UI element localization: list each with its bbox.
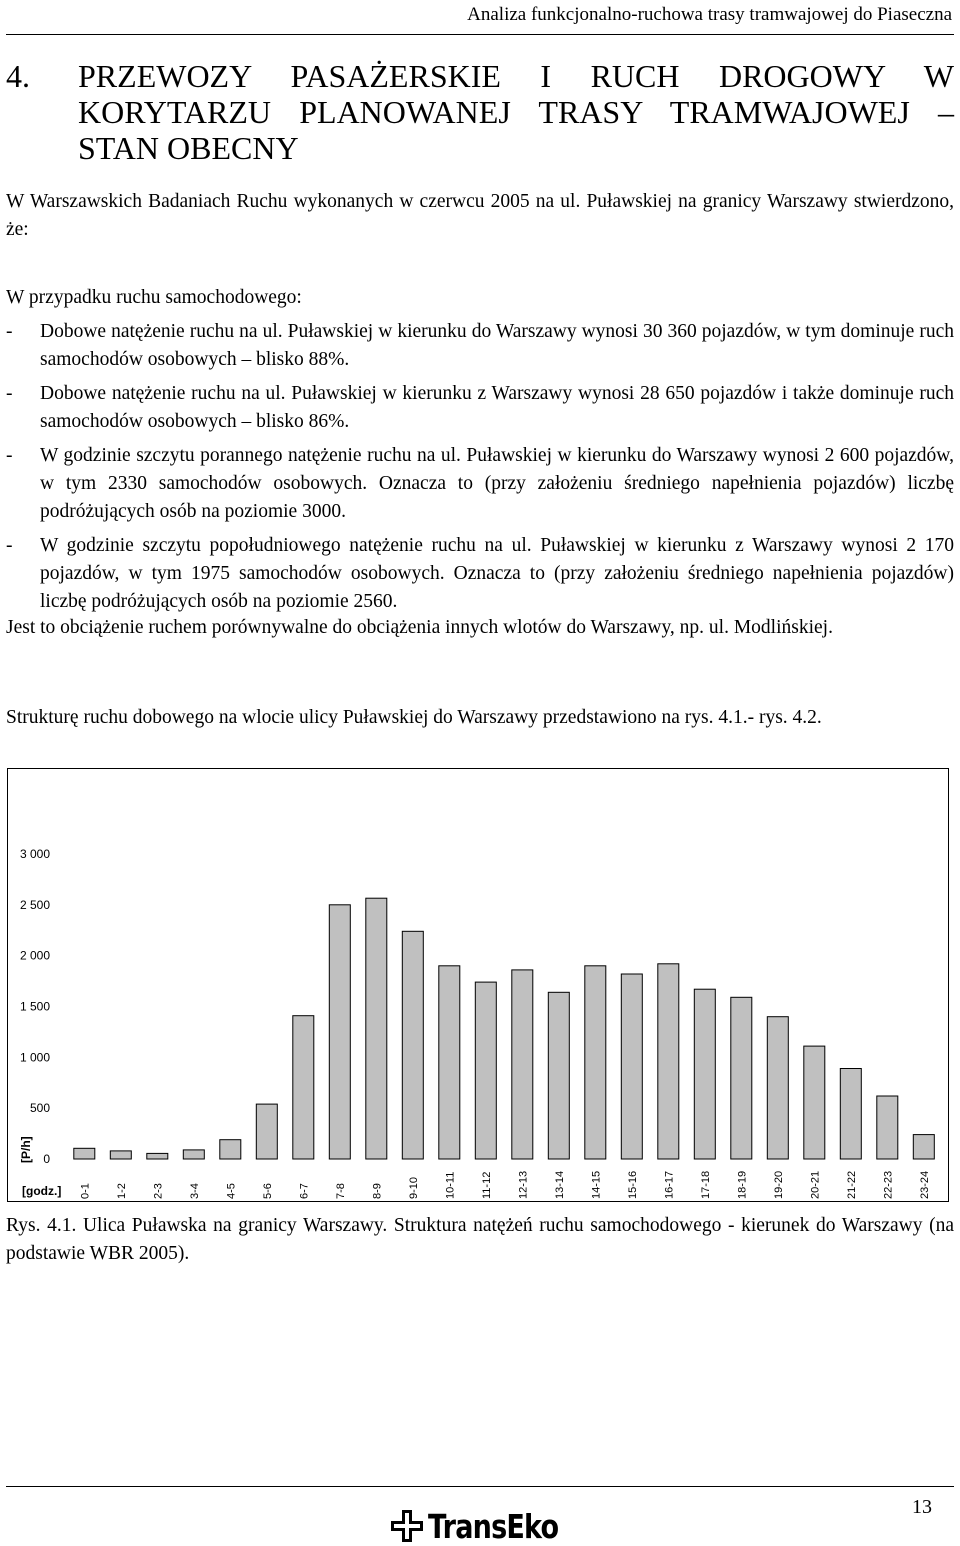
x-tick-label: 9-10 <box>407 1176 420 1199</box>
bullet-list <box>6 318 954 622</box>
x-tick-label: 22-23 <box>882 1170 895 1199</box>
x-tick-label: 19-20 <box>772 1170 785 1199</box>
bar <box>658 964 679 1159</box>
section-heading <box>6 58 954 166</box>
x-tick-label: 8-9 <box>371 1183 384 1199</box>
x-tick-label: 16-17 <box>663 1170 676 1199</box>
bar <box>512 970 533 1159</box>
bar <box>475 982 496 1159</box>
x-tick-label: 12-13 <box>517 1170 530 1199</box>
x-tick-label: 3-4 <box>188 1183 201 1199</box>
bar <box>731 997 752 1159</box>
x-tick-label: 23-24 <box>918 1170 931 1199</box>
logo-mark-icon <box>390 1508 424 1544</box>
bullet-item <box>6 442 954 526</box>
subhead-paragraph: W przypadku ruchu samochodowego: <box>6 287 302 308</box>
bullet-text: Dobowe natężenie ruchu na ul. Puławskiej w kierunku do Warszawy wynosi 30 360 pojazdów, w tym dominuje ruch samochodów osobowych – blisko 88%. <box>40 321 954 370</box>
bullet-dash: - <box>6 383 13 404</box>
y-tick-label: 1 000 <box>19 1050 50 1065</box>
bar <box>913 1135 934 1159</box>
transeko-logo <box>390 1506 587 1546</box>
x-tick-label: 20-21 <box>809 1170 822 1199</box>
figure-caption: Rys. 4.1. Ulica Puławska na granicy Warszawy. Struktura natężeń ruchu samochodowego - kierunek do Warszawy (na podstawie WBR 2005). <box>6 1215 954 1264</box>
x-tick-label: 4-5 <box>225 1183 238 1199</box>
bar <box>329 905 350 1159</box>
chart-frame <box>7 768 949 1202</box>
logo-text: TransEko <box>428 1506 559 1546</box>
bullet-item <box>6 532 954 616</box>
section-title: PRZEWOZY PASAŻERSKIE I RUCH DROGOWY W KORYTARZU PLANOWANEJ TRASY TRAMWAJOWEJ – STAN OBECNY <box>78 58 954 166</box>
x-tick-label: 7-8 <box>334 1183 347 1199</box>
hourly-traffic-bar-chart <box>8 769 950 1203</box>
bullet-text: W godzinie szczytu popołudniowego natężenie ruchu na ul. Puławskiej w kierunku z Warszawy wynosi 2 170 pojazdów, w tym 1975 samochodów osobowych. Oznacza to (przy założeniu średniego napełnienia pojazdów) liczbę podróżujących osób na poziomie 2560. <box>40 535 954 612</box>
bar <box>804 1046 825 1159</box>
x-axis-label: [godz.] <box>22 1184 62 1198</box>
page-number: 13 <box>912 1496 932 1518</box>
structure-paragraph: Strukturę ruchu dobowego na wlocie ulicy Puławskiej do Warszawy przedstawiono na rys. 4.1.- rys. 4.2. <box>6 707 822 728</box>
x-tick-label: 14-15 <box>590 1170 603 1199</box>
bar <box>694 989 715 1159</box>
y-axis-label: [P/h] <box>19 1136 33 1163</box>
x-tick-label: 2-3 <box>152 1183 165 1199</box>
comparison-paragraph: Jest to obciążenie ruchem porównywalne do obciążenia innych wlotów do Warszawy, np. ul. Modlińskiej. <box>6 617 833 638</box>
x-tick-label: 10-11 <box>444 1171 457 1199</box>
x-tick-label: 1-2 <box>115 1183 128 1199</box>
x-tick-label: 11-12 <box>480 1171 493 1199</box>
header-rule <box>6 34 954 35</box>
bar <box>767 1017 788 1159</box>
bar <box>366 898 387 1159</box>
bar <box>840 1069 861 1160</box>
y-tick-label: 0 <box>43 1152 50 1166</box>
x-tick-label: 21-22 <box>845 1170 858 1199</box>
x-tick-label: 0-1 <box>79 1183 92 1199</box>
x-tick-label: 15-16 <box>626 1170 639 1199</box>
bullet-item <box>6 318 954 374</box>
x-tick-label: 18-19 <box>736 1170 749 1199</box>
bar <box>74 1148 95 1159</box>
bullet-item <box>6 380 954 436</box>
bullet-text: Dobowe natężenie ruchu na ul. Puławskiej w kierunku z Warszawy wynosi 28 650 pojazdów i także dominuje ruch samochodów osobowych – blisko 86%. <box>40 383 954 432</box>
bar <box>621 974 642 1159</box>
bullet-dash: - <box>6 535 13 556</box>
bar <box>110 1151 131 1159</box>
intro-paragraph: W Warszawskich Badaniach Ruchu wykonanych w czerwcu 2005 na ul. Puławskiej na granicy Warszawy stwierdzono, że: <box>6 191 954 240</box>
y-tick-label: 2 500 <box>19 897 50 912</box>
y-tick-label: 3 000 <box>19 847 50 861</box>
running-header: Analiza funkcjonalno-ruchowa trasy tramwajowej do Piaseczna <box>467 4 952 25</box>
bar <box>256 1104 277 1159</box>
footer-rule <box>6 1486 954 1487</box>
bar <box>548 992 569 1159</box>
bullet-dash: - <box>6 321 13 342</box>
bar <box>585 966 606 1159</box>
section-number: 4. <box>6 58 30 94</box>
x-tick-label: 17-18 <box>699 1170 712 1199</box>
bar <box>183 1150 204 1159</box>
y-tick-label: 2 000 <box>19 948 50 963</box>
bullet-dash: - <box>6 445 13 466</box>
bar <box>293 1016 314 1159</box>
bar <box>220 1140 241 1159</box>
bar <box>147 1153 168 1159</box>
bar <box>402 931 423 1159</box>
y-tick-label: 500 <box>29 1101 50 1116</box>
bullet-text: W godzinie szczytu porannego natężenie ruchu na ul. Puławskiej w kierunku do Warszawy wynosi 2 600 pojazdów, w tym 2330 samochodów osobowych. Oznacza to (przy założeniu średniego napełnienia pojazdów) liczbę podróżujących osób na poziomie 3000. <box>40 445 954 522</box>
x-tick-label: 13-14 <box>553 1170 566 1199</box>
y-tick-label: 1 500 <box>19 999 50 1014</box>
bar <box>439 966 460 1159</box>
bar <box>877 1096 898 1159</box>
x-tick-label: 6-7 <box>298 1183 311 1199</box>
x-tick-label: 5-6 <box>261 1183 274 1199</box>
